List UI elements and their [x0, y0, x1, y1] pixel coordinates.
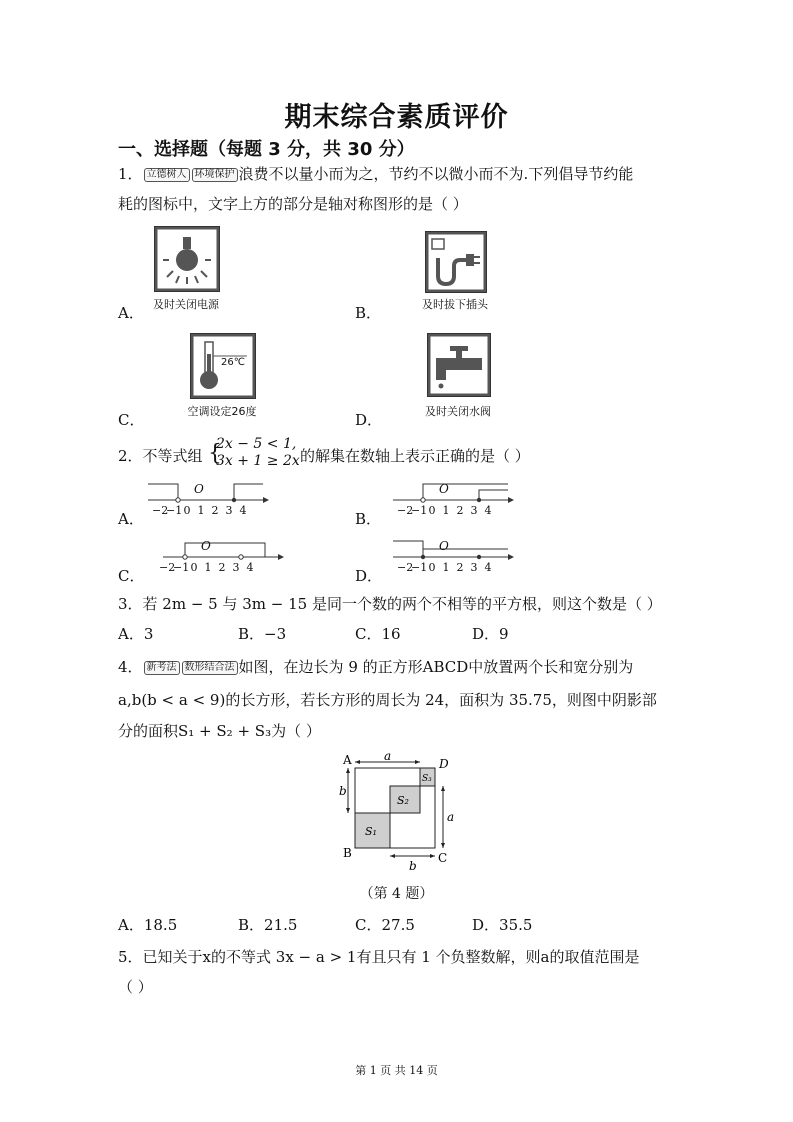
faucet-icon: [427, 333, 491, 397]
q2-system: [216, 436, 300, 470]
q4-option-a: A．18.5: [118, 916, 178, 934]
q2-option-b-label: B．: [355, 510, 382, 528]
tick-label-c: −2: [159, 561, 176, 574]
tick-label-b: 1: [442, 504, 450, 517]
label-s1: S₁: [365, 825, 377, 838]
q2-option-a-label: A．: [118, 510, 144, 528]
bulb-icon: [154, 226, 220, 292]
tick-label-d: 1: [442, 561, 450, 574]
section-heading: 一、选择题（每题 3 分，共 30 分）: [118, 139, 415, 160]
label-a-right: a: [447, 810, 455, 824]
plug-icon: [425, 231, 487, 293]
q2-pre: [118, 444, 203, 468]
q3-option-d: D．9: [472, 625, 509, 643]
tick-label-b: 3: [470, 504, 478, 517]
q1-option-b-caption: 及时拔下插头: [422, 298, 488, 311]
q4-tag-1: 新考法: [144, 661, 180, 675]
tick-label-d: 3: [470, 561, 478, 574]
origin-label-d: O: [439, 539, 449, 553]
q3-option-c: C．16: [355, 625, 401, 643]
q1-tag-1: 立德树人: [144, 168, 190, 182]
q3-option-a: A．3: [118, 625, 154, 643]
tick-label-a: 1: [197, 504, 205, 517]
q3-option-b: B．−3: [238, 625, 287, 643]
tick-label-c: 1: [204, 561, 212, 574]
figure-caption: （第 4 题）: [359, 886, 434, 902]
q4-line2: a,b(b < a < 9)的长方形，若长方形的周长为 24，面积为 35.75，则图中阴影部: [118, 691, 657, 709]
tick-label-d: 4: [484, 561, 492, 574]
page-title: 期末综合素质评价: [284, 102, 509, 133]
tick-label-b: 2: [456, 504, 464, 517]
q2-post: 的解集在数轴上表示正确的是（ ）: [300, 447, 530, 465]
q4-number: 4．: [118, 658, 143, 676]
tick-label-c: 2: [218, 561, 226, 574]
q1-option-c-caption: 空调设定26度: [187, 405, 257, 418]
q1-text-1: 浪费不以量小而为之，节约不以微小而不为.下列倡导节约能: [238, 165, 634, 183]
square-figure: [335, 750, 465, 875]
vertex-b: B: [343, 846, 352, 860]
page-footer: 第 1 页 共 14 页: [355, 1064, 438, 1077]
q1-option-d-label: D．: [355, 411, 383, 429]
q4-option-c: C．27.5: [355, 916, 415, 934]
q4-tag-2: 数形结合法: [182, 661, 238, 675]
tick-label-b: 0: [428, 504, 436, 517]
q1-line1: [118, 162, 633, 186]
q2-line2: 3x + 1 ≥ 2x: [216, 453, 300, 469]
tick-label-a: 0: [183, 504, 191, 517]
q4-text-1: 如图，在边长为 9 的正方形ABCD中放置两个长和宽分别为: [238, 658, 634, 676]
tick-label-c: −1: [173, 561, 190, 574]
tick-label-d: 2: [456, 561, 464, 574]
q2-line1: 2x − 5 < 1,: [216, 436, 297, 452]
tick-label-a: 3: [225, 504, 233, 517]
tick-label-b: 4: [484, 504, 492, 517]
q1-option-a-label: A．: [118, 304, 144, 322]
origin-label-c: O: [201, 539, 211, 553]
label-s2: S₂: [397, 794, 409, 807]
tick-label-d: 0: [428, 561, 436, 574]
q1-number: 1．: [118, 165, 143, 183]
q4-option-d: D．35.5: [472, 916, 533, 934]
q2-option-c-label: C．: [118, 567, 145, 585]
origin-label-b: O: [439, 482, 449, 496]
tick-label-a: 2: [211, 504, 219, 517]
tick-label-b: −2: [397, 504, 414, 517]
vertex-a: A: [343, 753, 352, 767]
q1-option-c-label: C．: [118, 411, 145, 429]
q2-brace: {: [208, 441, 222, 466]
tick-label-a: −1: [166, 504, 183, 517]
label-b-bottom: b: [409, 859, 417, 873]
q1-option-a-caption: 及时关闭电源: [153, 298, 219, 311]
q4-line1: [118, 655, 633, 679]
label-s3: S₃: [422, 774, 432, 784]
tick-label-c: 0: [190, 561, 198, 574]
tick-label-c: 3: [232, 561, 240, 574]
tick-label-b: −1: [411, 504, 428, 517]
q1-line2: 耗的图标中，文字上方的部分是轴对称图形的是（ ）: [118, 195, 468, 213]
q2-number: 2．: [118, 447, 143, 465]
q3-text: 3．若 2m − 5 与 3m − 15 是同一个数的两个不相等的平方根，则这个数是（ ）: [118, 595, 662, 613]
tick-label-a: −2: [152, 504, 169, 517]
q5-line2: （ ）: [118, 978, 153, 996]
tick-label-c: 4: [246, 561, 254, 574]
q4-line3: 分的面积S₁ + S₂ + S₃为（ ）: [118, 722, 321, 740]
label-b-left: b: [339, 784, 347, 798]
thermo-temperature: 26℃: [221, 357, 245, 368]
q2-pre-text: 不等式组: [142, 447, 203, 465]
q2-option-d-label: D．: [355, 567, 383, 585]
vertex-c: C: [438, 851, 448, 865]
q5-line1: 5．已知关于x的不等式 3x − a > 1有且只有 1 个负整数解，则a的取值范围是: [118, 948, 640, 966]
label-a-top: a: [384, 750, 392, 763]
tick-label-a: 4: [239, 504, 247, 517]
tick-label-d: −1: [411, 561, 428, 574]
q4-option-b: B．21.5: [238, 916, 298, 934]
q1-option-b-label: B．: [355, 304, 382, 322]
origin-label-a: O: [194, 482, 204, 496]
tick-label-d: −2: [397, 561, 414, 574]
vertex-d: D: [439, 757, 449, 771]
q1-tag-2: 环境保护: [192, 168, 238, 182]
q1-option-d-caption: 及时关闭水阀: [425, 405, 491, 418]
